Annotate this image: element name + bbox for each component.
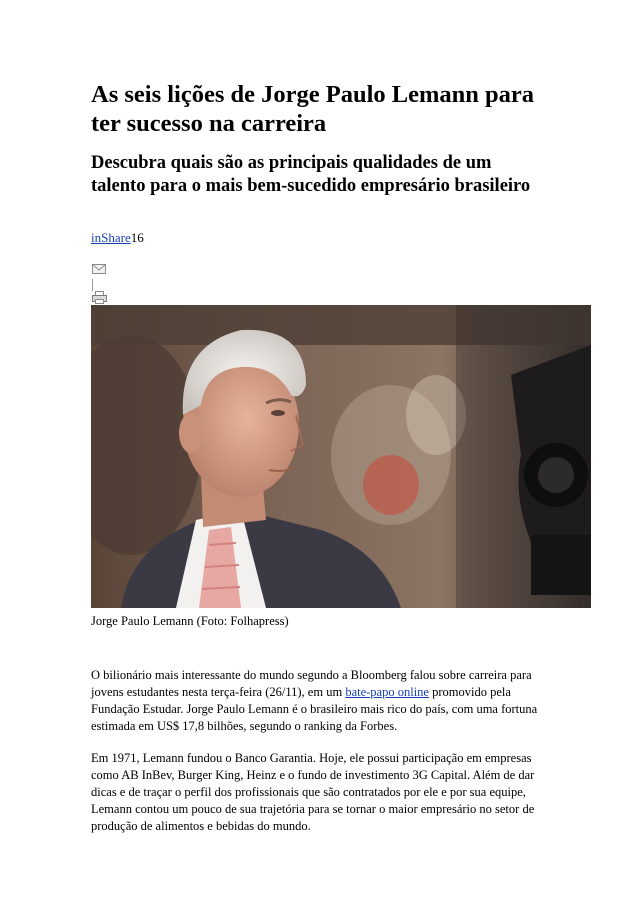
paragraph-1-text-start: O bilionário mais interessante do mundo segundo a Bloomberg falou sobre carreira para jovens estudantes nesta terça-feira (26/11), em um — [91, 668, 532, 699]
icon-divider — [92, 279, 93, 291]
article-title: As seis lições de Jorge Paulo Lemann para ter sucesso na carreira — [91, 81, 535, 137]
article-photo — [91, 305, 591, 608]
article-subtitle: Descubra quais são as principais qualidades de um talento para o mais bem-sucedido empresário brasileiro — [91, 153, 531, 196]
envelope-icon[interactable] — [92, 261, 106, 279]
paragraph-1-text-end: promovido pela Fundação Estudar. Jorge Paulo Lemann é o brasileiro mais rico do país, com uma fortuna estimada em US$ 17,8 bilhões, segundo o ranking da Forbes. — [91, 685, 538, 733]
photo-caption: Jorge Paulo Lemann (Foto: Folhapress) — [91, 614, 289, 628]
paragraph-2: Em 1971, Lemann fundou o Banco Garantia. Hoje, ele possui participação em empresas como AB InBev, Burger King, Heinz e o fundo de investimento 3G Capital. Além de dar dicas e de traçar o perfil dos profissionais que são contratados por ele e por sua equipe, Lemann contou um pouco de sua trajetória para se tornar o maior empresário no setor de produção de alimentos e bebidas do mundo. — [91, 751, 535, 833]
inshare-link[interactable]: inShare — [91, 230, 131, 245]
bate-papo-link[interactable]: bate-papo online — [345, 685, 429, 699]
paragraph-1 — [91, 667, 561, 735]
share-bar — [91, 230, 144, 246]
portrait-illustration — [91, 305, 591, 608]
share-count: 16 — [130, 230, 144, 245]
